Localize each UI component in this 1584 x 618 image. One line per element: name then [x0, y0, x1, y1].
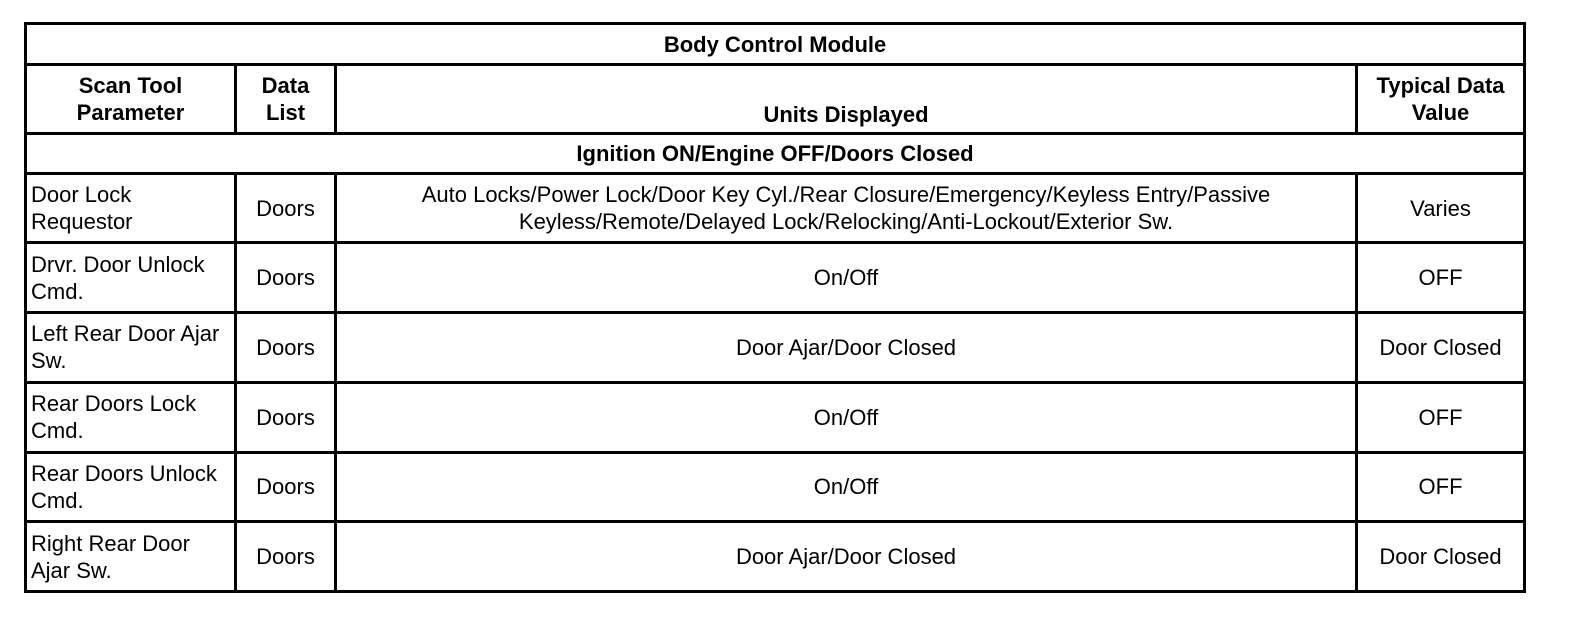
cell-typical-value: Varies: [1357, 173, 1525, 243]
cell-units: On/Off: [336, 452, 1357, 522]
cell-units: Door Ajar/Door Closed: [336, 522, 1357, 592]
section-row: [26, 134, 1525, 174]
cell-units: On/Off: [336, 382, 1357, 452]
header-data-list: Data List: [236, 65, 336, 134]
cell-units: Auto Locks/Power Lock/Door Key Cyl./Rear Closure/Emergency/Keyless Entry/Passive Keyless/Remote/Delayed Lock/Relocking/Anti-Lockout/Exterior Sw.: [336, 173, 1357, 243]
cell-units: On/Off: [336, 243, 1357, 313]
table-row: [26, 243, 1525, 313]
section-title: Ignition ON/Engine OFF/Doors Closed: [26, 134, 1525, 174]
cell-parameter: Right Rear Door Ajar Sw.: [26, 522, 236, 592]
header-typical-data-value: Typical Data Value: [1357, 65, 1525, 134]
cell-data-list: Doors: [236, 243, 336, 313]
cell-parameter: Rear Doors Unlock Cmd.: [26, 452, 236, 522]
cell-data-list: Doors: [236, 173, 336, 243]
cell-typical-value: OFF: [1357, 452, 1525, 522]
cell-parameter: Left Rear Door Ajar Sw.: [26, 313, 236, 383]
header-scan-tool-parameter: Scan Tool Parameter: [26, 65, 236, 134]
table-row: [26, 522, 1525, 592]
cell-typical-value: Door Closed: [1357, 522, 1525, 592]
table-row: [26, 382, 1525, 452]
cell-data-list: Doors: [236, 313, 336, 383]
cell-units: Door Ajar/Door Closed: [336, 313, 1357, 383]
table-row: [26, 173, 1525, 243]
table-title: Body Control Module: [26, 24, 1525, 65]
cell-data-list: Doors: [236, 382, 336, 452]
table-row: [26, 313, 1525, 383]
table-title-row: [26, 24, 1525, 65]
cell-data-list: Doors: [236, 522, 336, 592]
cell-parameter: Rear Doors Lock Cmd.: [26, 382, 236, 452]
body-control-module-table: [24, 22, 1526, 593]
cell-typical-value: Door Closed: [1357, 313, 1525, 383]
cell-data-list: Doors: [236, 452, 336, 522]
cell-parameter: Door Lock Requestor: [26, 173, 236, 243]
cell-typical-value: OFF: [1357, 243, 1525, 313]
column-header-row: [26, 65, 1525, 134]
table-row: [26, 452, 1525, 522]
cell-typical-value: OFF: [1357, 382, 1525, 452]
header-units-displayed: Units Displayed: [336, 65, 1357, 134]
cell-parameter: Drvr. Door Unlock Cmd.: [26, 243, 236, 313]
